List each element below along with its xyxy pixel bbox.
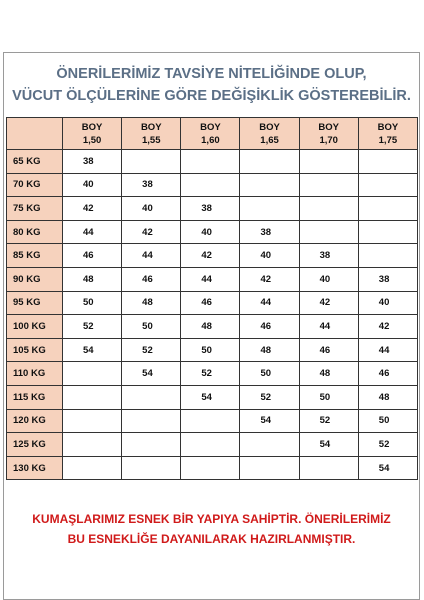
weight-label: 120 KG xyxy=(7,409,63,433)
size-cell: 52 xyxy=(63,315,122,339)
size-cell xyxy=(358,220,417,244)
size-cell xyxy=(299,150,358,174)
size-cell: 46 xyxy=(181,291,240,315)
size-cell xyxy=(240,173,299,197)
size-cell: 50 xyxy=(122,315,181,339)
weight-label: 75 KG xyxy=(7,197,63,221)
size-cell: 50 xyxy=(240,362,299,386)
size-cell: 40 xyxy=(240,244,299,268)
footer-line-2: BU ESNEKLİĞE DAYANILARAK HAZIRLANMIŞTIR. xyxy=(67,532,356,546)
size-cell: 38 xyxy=(358,267,417,291)
weight-label: 85 KG xyxy=(7,244,63,268)
size-cell: 38 xyxy=(63,150,122,174)
table-row xyxy=(7,244,418,268)
size-chart-frame xyxy=(3,52,420,600)
size-cell: 38 xyxy=(299,244,358,268)
height-header: BOY 1,60 xyxy=(181,118,240,150)
size-cell xyxy=(240,433,299,457)
size-cell xyxy=(63,362,122,386)
size-cell: 44 xyxy=(63,220,122,244)
size-cell: 42 xyxy=(240,267,299,291)
size-cell xyxy=(240,456,299,480)
height-header: BOY 1,55 xyxy=(122,118,181,150)
size-cell: 40 xyxy=(181,220,240,244)
size-cell xyxy=(358,244,417,268)
size-cell: 54 xyxy=(299,433,358,457)
table-row xyxy=(7,362,418,386)
size-cell: 42 xyxy=(358,315,417,339)
size-cell: 54 xyxy=(122,362,181,386)
size-cell: 48 xyxy=(240,338,299,362)
size-cell xyxy=(63,409,122,433)
size-cell: 46 xyxy=(358,362,417,386)
size-cell: 54 xyxy=(240,409,299,433)
table-row xyxy=(7,267,418,291)
size-cell: 42 xyxy=(63,197,122,221)
table-row xyxy=(7,433,418,457)
size-cell: 40 xyxy=(122,197,181,221)
weight-label: 115 KG xyxy=(7,385,63,409)
header-line-2: VÜCUT ÖLÇÜLERİNE GÖRE DEĞİŞİKLİK GÖSTEREBİLİR. xyxy=(12,88,411,104)
weight-label: 130 KG xyxy=(7,456,63,480)
size-cell: 48 xyxy=(181,315,240,339)
height-header: BOY 1,70 xyxy=(299,118,358,150)
table-row xyxy=(7,409,418,433)
height-header: BOY 1,50 xyxy=(63,118,122,150)
weight-label: 80 KG xyxy=(7,220,63,244)
size-cell xyxy=(181,150,240,174)
height-header: BOY 1,75 xyxy=(358,118,417,150)
size-cell: 38 xyxy=(122,173,181,197)
size-cell: 38 xyxy=(181,197,240,221)
size-cell xyxy=(63,385,122,409)
size-cell: 40 xyxy=(358,291,417,315)
size-cell: 44 xyxy=(122,244,181,268)
size-cell xyxy=(122,433,181,457)
size-cell: 50 xyxy=(63,291,122,315)
size-cell: 38 xyxy=(240,220,299,244)
size-cell xyxy=(358,197,417,221)
size-cell: 44 xyxy=(358,338,417,362)
size-cell: 50 xyxy=(299,385,358,409)
table-row xyxy=(7,291,418,315)
size-cell: 46 xyxy=(240,315,299,339)
size-cell xyxy=(63,433,122,457)
size-cell: 46 xyxy=(299,338,358,362)
size-cell xyxy=(299,456,358,480)
header-line-1: ÖNERİLERİMİZ TAVSİYE NİTELİĞİNDE OLUP, xyxy=(56,66,367,82)
size-cell xyxy=(63,456,122,480)
weight-label: 100 KG xyxy=(7,315,63,339)
size-cell xyxy=(181,433,240,457)
size-cell xyxy=(299,197,358,221)
size-cell: 48 xyxy=(299,362,358,386)
table-row xyxy=(7,338,418,362)
size-cell: 44 xyxy=(181,267,240,291)
size-cell: 52 xyxy=(358,433,417,457)
weight-label: 125 KG xyxy=(7,433,63,457)
size-cell: 48 xyxy=(63,267,122,291)
size-cell xyxy=(299,173,358,197)
size-cell xyxy=(122,456,181,480)
weight-label: 105 KG xyxy=(7,338,63,362)
size-cell: 54 xyxy=(181,385,240,409)
corner-cell xyxy=(7,118,63,150)
table-row xyxy=(7,220,418,244)
size-cell: 46 xyxy=(122,267,181,291)
size-cell: 52 xyxy=(240,385,299,409)
size-cell: 44 xyxy=(299,315,358,339)
size-cell xyxy=(358,173,417,197)
size-cell xyxy=(299,220,358,244)
size-cell: 48 xyxy=(358,385,417,409)
size-cell: 50 xyxy=(181,338,240,362)
size-cell: 52 xyxy=(122,338,181,362)
size-cell: 42 xyxy=(122,220,181,244)
size-cell: 54 xyxy=(358,456,417,480)
weight-label: 95 KG xyxy=(7,291,63,315)
size-cell: 52 xyxy=(299,409,358,433)
weight-label: 70 KG xyxy=(7,173,63,197)
footer-line-1: KUMAŞLARIMIZ ESNEK BİR YAPIYA SAHİPTİR. ÖNERİLERİMİZ xyxy=(32,512,391,526)
table-row xyxy=(7,315,418,339)
size-cell xyxy=(181,173,240,197)
size-cell: 42 xyxy=(181,244,240,268)
stretch-note xyxy=(4,509,419,549)
size-cell xyxy=(181,409,240,433)
height-header: BOY 1,65 xyxy=(240,118,299,150)
table-row xyxy=(7,385,418,409)
table-row xyxy=(7,150,418,174)
table-row xyxy=(7,456,418,480)
size-cell xyxy=(181,456,240,480)
size-cell: 54 xyxy=(63,338,122,362)
size-cell: 40 xyxy=(299,267,358,291)
size-cell xyxy=(240,150,299,174)
table-row xyxy=(7,173,418,197)
size-cell xyxy=(122,409,181,433)
weight-label: 110 KG xyxy=(7,362,63,386)
size-cell: 50 xyxy=(358,409,417,433)
height-header-row xyxy=(7,118,418,150)
weight-label: 90 KG xyxy=(7,267,63,291)
size-cell: 52 xyxy=(181,362,240,386)
size-cell: 40 xyxy=(63,173,122,197)
size-cell: 48 xyxy=(122,291,181,315)
size-cell: 42 xyxy=(299,291,358,315)
size-cell: 46 xyxy=(63,244,122,268)
size-cell xyxy=(122,385,181,409)
size-cell xyxy=(358,150,417,174)
size-cell xyxy=(122,150,181,174)
size-table xyxy=(6,117,418,480)
weight-label: 65 KG xyxy=(7,150,63,174)
size-cell xyxy=(240,197,299,221)
advisory-header xyxy=(4,53,419,117)
size-cell: 44 xyxy=(240,291,299,315)
table-row xyxy=(7,197,418,221)
